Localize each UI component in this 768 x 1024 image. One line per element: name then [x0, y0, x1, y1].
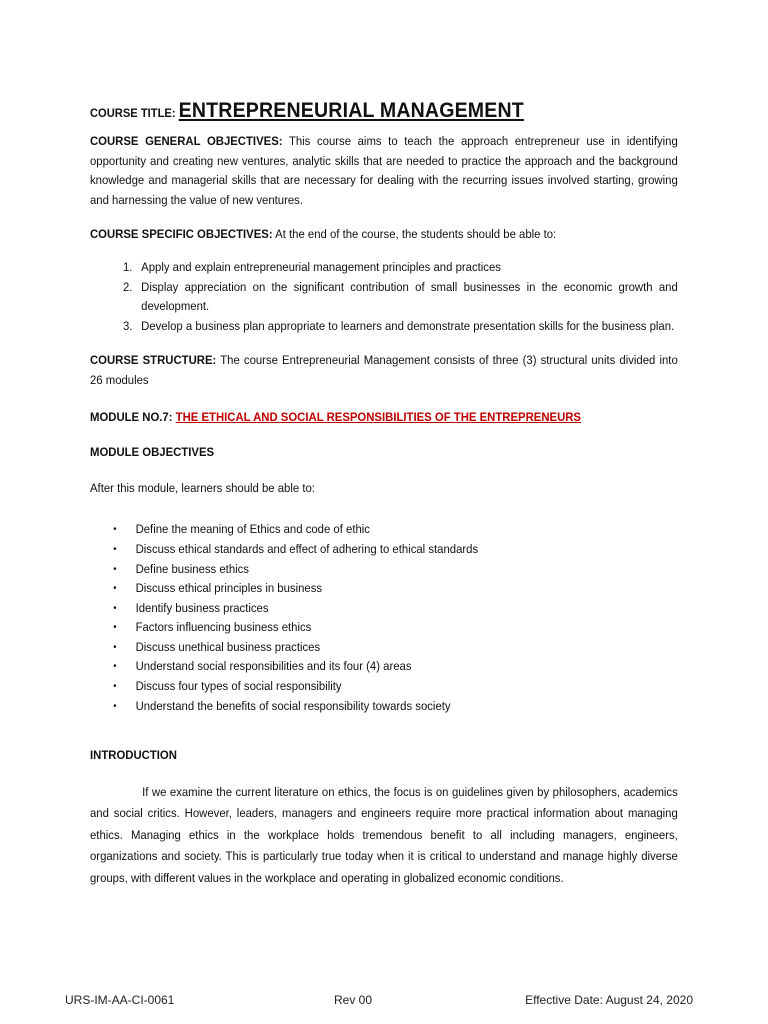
- course-structure-label: COURSE STRUCTURE:: [90, 353, 217, 368]
- module-objectives-list: [90, 520, 678, 716]
- bullet-icon: •: [113, 641, 117, 653]
- list-item: • Discuss ethical principles in business: [113, 579, 678, 599]
- list-item: • Discuss ethical standards and effect of adhering to ethical standards: [113, 540, 678, 560]
- module-number-label: MODULE NO.7:: [90, 409, 176, 424]
- bullet-icon: •: [113, 524, 117, 536]
- module-title: THE ETHICAL AND SOCIAL RESPONSIBILITIES OF THE ENTREPRENEURS: [175, 409, 581, 424]
- bullet-icon: •: [113, 661, 117, 673]
- course-objectives-list: [90, 258, 678, 336]
- bullet-icon: •: [113, 602, 117, 614]
- introduction-heading: INTRODUCTION: [90, 748, 177, 763]
- general-objectives-label: COURSE GENERAL OBJECTIVES:: [90, 134, 283, 148]
- specific-objectives-text: At the end of the course, the students should be able to:: [272, 227, 557, 242]
- module-title-line: [90, 408, 678, 428]
- list-item: • Identify business practices: [113, 599, 678, 619]
- general-objectives-text: This course aims to teach the approach entrepreneur use in identifying opportunity and creating new ventures, analytic skills that are needed to practice the approach and the background knowledge and managerial skills that are necessary for dealing with the recurring issues involved starting, growing and harnessing the value of new ventures.: [90, 134, 678, 207]
- course-title: ENTREPRENEURIAL MANAGEMENT: [178, 99, 524, 122]
- course-structure: [90, 351, 678, 390]
- list-item: • Understand the benefits of social responsibility towards society: [113, 697, 678, 717]
- course-specific-objectives: [90, 225, 678, 245]
- list-item: • Define business ethics: [113, 560, 678, 580]
- bullet-icon: •: [113, 583, 117, 595]
- course-structure-text: The course Entrepreneurial Management consists of three (3) structural units divided into 26 modules: [90, 353, 678, 387]
- module-intro-line: After this module, learners should be able to:: [90, 480, 315, 495]
- list-item: • Factors influencing business ethics: [113, 618, 678, 638]
- course-title-line: [90, 98, 678, 126]
- list-item: • Understand social responsibilities and its four (4) areas: [113, 657, 678, 677]
- course-general-objectives: [90, 132, 678, 210]
- footer-doc-code: URS-IM-AA-CI-0061: [65, 993, 175, 1007]
- course-objective-item: 3. Develop a business plan appropriate to learners and demonstrate presentation skills for the business plan.: [136, 317, 678, 337]
- bullet-icon: •: [113, 681, 117, 693]
- course-title-label: COURSE TITLE:: [90, 106, 179, 120]
- course-objective-item: 2. Display appreciation on the significant contribution of small businesses in the economic growth and development.: [136, 278, 678, 317]
- footer-effective-date: Effective Date: August 24, 2020: [525, 993, 693, 1007]
- bullet-icon: •: [113, 543, 117, 555]
- list-item: • Define the meaning of Ethics and code of ethic: [113, 520, 678, 540]
- footer-revision: Rev 00: [334, 993, 373, 1007]
- page-footer: [65, 993, 693, 1011]
- specific-objectives-label: COURSE SPECIFIC OBJECTIVES:: [90, 227, 273, 242]
- list-item: • Discuss four types of social responsibility: [113, 677, 678, 697]
- page-content: [90, 98, 678, 889]
- bullet-icon: •: [113, 700, 117, 712]
- list-item: • Discuss unethical business practices: [113, 638, 678, 658]
- module-objectives-heading: MODULE OBJECTIVES: [90, 445, 215, 460]
- bullet-icon: •: [113, 563, 117, 575]
- introduction-paragraph: If we examine the current literature on ethics, the focus is on guidelines given by philosophers, academics and social critics. However, leaders, managers and engineers require more practical information about managing ethics. Managing ethics in the workplace holds tremendous benefit to all including managers, engineers, organizations and society. This is particularly true today when it is critical to understand and manage highly diverse groups, with different values in the workplace and operating in globalized economic conditions.: [90, 784, 678, 885]
- bullet-icon: •: [113, 622, 117, 634]
- course-objective-item: 1. Apply and explain entrepreneurial management principles and practices: [136, 258, 678, 278]
